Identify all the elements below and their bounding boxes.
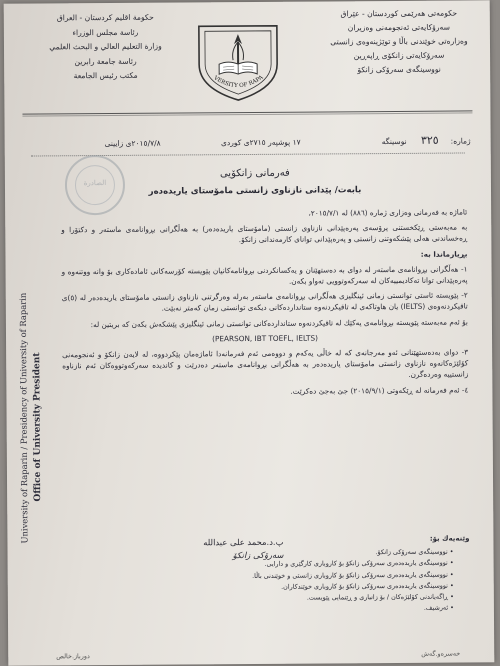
date-kurdish: ١٧ پوشپەر ٢٧١٥ی كوردی [220,137,301,148]
side-stamp-line: University of Raparin / Presidency of University of Raparin [17,292,30,544]
paragraph: بە مەبەستی ڕێكخستنی پرۆسەی پەرەپێدانی نازناوی زانستی (مامۆستای یاریدەدەر) بە هەڵگرانی بڕوانامەی ماستەر و دكتۆرا و ڕەخساندنی هەلی پێشكەوتنی زانستی و پەرەپێدانی توانای كارمەندانی زانكۆ. [61,222,468,245]
note-paragraph: بۆ ئەم مەبەستە پێویستە بڕوانامەی یەكێك لە تاقیكردنەوە ستانداردەكانی توانستی زمانی ئینگلیزی پێشكەش بكەن كە بریتین لە: [90,317,468,329]
number-value: ٣٢٥ [420,133,439,147]
date-gregorian: ٢٠١٥/٧/٨ی زایینی [104,138,161,149]
seal-text: الصادرة [83,178,107,188]
header-line: حكومەتی هەرێمی كوردستان - عێراق [340,8,458,19]
copy-recipient: • ڕاگەیاندنی كۆلێژەكان / بۆ زانیاری و ڕێنمایی پێویست. [130,592,454,605]
copies-heading: وێنەیەك بۆ: [429,534,470,543]
side-stamp-line: Office of University President [32,352,44,502]
office-seal [65,155,125,215]
header-arabic [38,11,174,84]
copy-recipient: • ئەرشیف. [130,603,454,616]
intro-line: ئاماژە بە فەرمانی وەزاری ژمارە (٨٨٦) لە ٢٠١٥/٧/١، [308,207,468,218]
signatory-title: سەرۆكی زانكۆ [232,549,284,561]
header-line: وزارة التعليم العالي و البحث العلمي [49,41,162,52]
header-line: وەزارەتی خوێندنی باڵا و توێژینەوەی زانستی [330,36,468,47]
effective-date-line: ٤- ئەم فەرمانە لە ڕێكەوتی (٢٠١٥/٩/١) جێ بەجێ دەكرێت. [290,385,469,396]
test-list: (PEARSON, IBT TOEFL, IELTS) [212,333,318,344]
side-stamp [7,213,69,553]
copies-list [130,547,470,617]
decision-point: ٣- دوای بەدەستهێنانی ئەو مەرجانەی كە لە خاڵی یەكەم و دووەمی ئەم فەرمانەدا ئاماژەمان پێكردووە، لە لایەن زانكۆ و ئەنجومەنی كۆلێژەكانەوە نازناوی زانستی مامۆستای یاریدەدەر بە هەڵگرانی بڕوانامەی ماستەر دەدرێت و كاندیدە سەركەوتووەكان ئەم نازناوە زانستییە وەردەگرن. [62,347,469,380]
document-body [61,206,468,402]
header-kurdish [324,6,474,77]
header-line: رئاسة مجلس الوزراء [72,27,139,37]
number-suffix: نوسینگە [381,136,407,147]
copies-to [129,533,470,616]
decision-heading: بڕیارماندا بە: [420,249,468,259]
header-line: رئاسة جامعة رابرين [74,56,137,66]
document-title: فەرمانی زانكۆیی [219,167,290,180]
header-line: نووسینگەی سەرۆكی زانكۆ [357,64,441,75]
footer-initials-right: خەسرەو.گەش [421,649,461,658]
copy-recipient: • نووسینگەی یاریدەدەری سەرۆكی زانكۆ بۆ كاروباری زانستی و خوێندنی باڵا. [130,569,454,582]
decision-point: ٢- پێویستە ئاستی توانستی زمانی ئینگلیزی هەڵگرانی بڕوانامەی ماستەر بەرلە وەرگرتنی نازناوی زانستی مامۆستای یاریدەدەر لە (٥)ی تاقیكردنەوەی (IELTS) یان هاوتاكەی لە تاقیكردنەوە ستانداردەكانی دیكەی توانستی زمان كەمتر نەبێت. [61,290,468,314]
footer [32,649,470,661]
copy-recipient: • نووسینگەی سەرۆكی زانكۆ. [130,547,454,560]
university-logo [193,20,284,103]
document-subject: بابەت/ پێدانی نازناوی زانستی مامۆستای یاریدەدەر [148,185,362,197]
document-page [4,0,495,665]
copy-recipient: • نووسینگەی یاریدەدەری سەرۆكی زانكۆ بۆ كاروباری خوێندكاران. [130,580,454,593]
emblem-text: UNIVERSITY OF RAPARIN [212,74,265,90]
signatory-name: پ.د.محمد علی عبدالله [203,536,284,548]
header-line: سەرۆكایەتی زانكۆی ڕاپەڕین [353,50,445,61]
header-line: مكتب رئيس الجامعة [73,70,138,81]
header-line: حكومة اقليم كردستان - العراق [56,12,154,23]
number-label: ژمارە: [450,136,471,146]
header-line: سەرۆكایەتی ئەنجومەنی وەزیران [347,22,450,33]
copy-recipient: • نووسینگەی یاریدەدەری سەرۆكی زانكۆ بۆ كاروباری كارگێری و دارایی. [130,558,454,571]
footer-initials-left: دورباز.خالص [56,652,90,661]
decision-point: ١- هەڵگرانی بڕوانامەی ماستەر لە دوای بە دەستهێنان و یەكسانكردنی بڕوانامەكانیان پێویستە كۆرسەكانی ئامادەكاری بۆ وانە ووتنەوە و پەرەپێدانی توانا تەكادیمییەكان لە سەركەوتوویی تەواو بكەن. [61,264,468,286]
